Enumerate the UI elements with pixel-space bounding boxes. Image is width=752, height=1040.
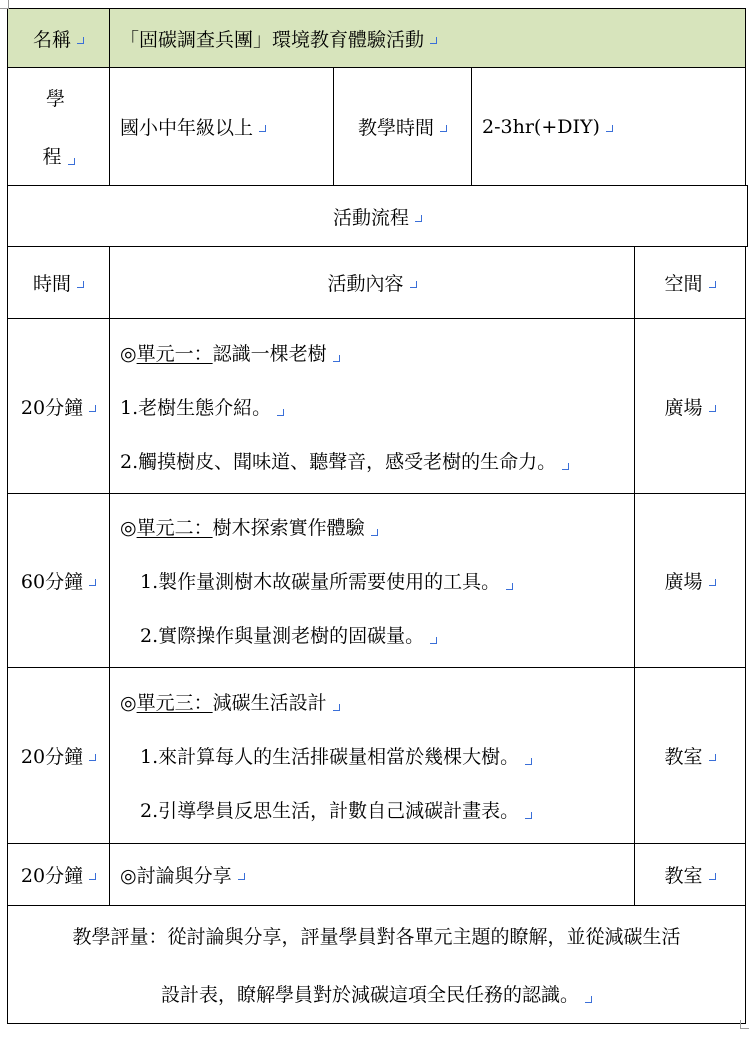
- paragraph-mark-icon: [333, 355, 340, 362]
- activity-name: 「固碳調查兵團」環境教育體驗活動: [120, 28, 425, 51]
- paragraph-mark-icon: [440, 125, 447, 132]
- paragraph-mark-icon: [89, 873, 96, 880]
- unit-2-space-cell: 廣場: [634, 493, 746, 668]
- evaluation-line-1: 教學評量：從討論與分享，評量學員對各單元主題的瞭解，並從減碳生活: [72, 925, 681, 948]
- paragraph-mark-icon: [333, 704, 340, 711]
- paragraph-mark-icon: [709, 579, 716, 586]
- paragraph-mark-icon: [562, 463, 569, 470]
- paragraph-mark-icon: [606, 125, 613, 132]
- evaluation-line-2: 設計表，瞭解學員對於減碳這項全民任務的認識。: [161, 980, 592, 1007]
- paragraph-mark-icon: [89, 579, 96, 586]
- paragraph-mark-icon: [415, 215, 422, 222]
- paragraph-mark-icon: [238, 873, 245, 880]
- name-value-cell: [109, 8, 746, 68]
- unit-2-content-cell: [109, 493, 635, 668]
- page-corner-mark-icon: [0, 0, 9, 9]
- paragraph-mark-icon: [709, 873, 716, 880]
- paragraph-mark-icon: [77, 37, 84, 44]
- unit-1-title: ◎單元一：認識一棵老樹: [120, 339, 340, 366]
- course-label-top: 學: [45, 87, 65, 110]
- unit-2-item-1: 1.製作量測樹木故碳量所需要使用的工具。: [120, 567, 513, 594]
- paragraph-mark-icon: [430, 37, 437, 44]
- unit-3-item-2: 2.引導學員反思生活，計數自己減碳計畫表。: [120, 796, 532, 823]
- unit-1-time-cell: 20分鐘: [7, 318, 110, 494]
- name-label-cell: [7, 8, 110, 68]
- paragraph-mark-icon: [525, 758, 532, 765]
- paragraph-mark-icon: [277, 409, 284, 416]
- unit-2-title: ◎單元二：樹木探索實作體驗: [120, 513, 378, 540]
- paragraph-mark-icon: [77, 281, 84, 288]
- paragraph-mark-icon: [525, 812, 532, 819]
- column-header-time: 時間: [7, 246, 110, 319]
- page-corner-mark-icon: [740, 1020, 749, 1029]
- paragraph-mark-icon: [410, 281, 417, 288]
- unit-1-item-2: 2.觸摸樹皮、聞味道、聽聲音，感受老樹的生命力。: [120, 447, 569, 474]
- unit-1-space-cell: 廣場: [634, 318, 746, 494]
- paragraph-mark-icon: [89, 405, 96, 412]
- paragraph-mark-icon: [506, 583, 513, 590]
- time-label: 教學時間: [357, 117, 434, 139]
- course-value: 國小中年級以上: [120, 117, 254, 139]
- discussion-space-cell: 教室: [634, 843, 746, 906]
- paragraph-mark-icon: [709, 405, 716, 412]
- unit-2-item-2: 2.實際操作與量測老樹的固碳量。: [120, 621, 437, 648]
- paragraph-mark-icon: [709, 281, 716, 288]
- column-header-content: 活動內容: [109, 246, 635, 319]
- unit-3-time-cell: 20分鐘: [7, 667, 110, 844]
- name-label: 名稱: [32, 28, 71, 51]
- course-value-cell: [109, 67, 334, 186]
- unit-3-space-cell: 教室: [634, 667, 746, 844]
- unit-1-content-cell: [109, 318, 635, 494]
- discussion-content-cell: ◎討論與分享: [109, 843, 635, 906]
- unit-3-title: ◎單元三：減碳生活設計: [120, 688, 340, 715]
- unit-1-item-1: 1.老樹生態介紹。: [120, 393, 284, 420]
- time-label-cell: [333, 67, 472, 186]
- column-header-space: 空間: [634, 246, 746, 319]
- time-value-cell: [471, 67, 746, 186]
- flow-title: 活動流程: [332, 206, 409, 229]
- paragraph-mark-icon: [371, 529, 378, 536]
- evaluation-cell: [7, 905, 746, 1024]
- paragraph-mark-icon: [259, 125, 266, 132]
- discussion-time-cell: 20分鐘: [7, 843, 110, 906]
- paragraph-mark-icon: [68, 158, 75, 165]
- flow-title-cell: [7, 185, 748, 247]
- unit-3-content-cell: [109, 667, 635, 844]
- time-value: 2-3hr(+DIY): [482, 115, 600, 138]
- paragraph-mark-icon: [709, 754, 716, 761]
- course-label-cell: [7, 67, 110, 186]
- paragraph-mark-icon: [585, 996, 592, 1003]
- paragraph-mark-icon: [89, 754, 96, 761]
- course-label-bottom: 程: [42, 146, 62, 169]
- paragraph-mark-icon: [430, 637, 437, 644]
- unit-3-item-1: 1.來計算每人的生活排碳量相當於幾棵大樹。: [120, 742, 532, 769]
- unit-2-time-cell: 60分鐘: [7, 493, 110, 668]
